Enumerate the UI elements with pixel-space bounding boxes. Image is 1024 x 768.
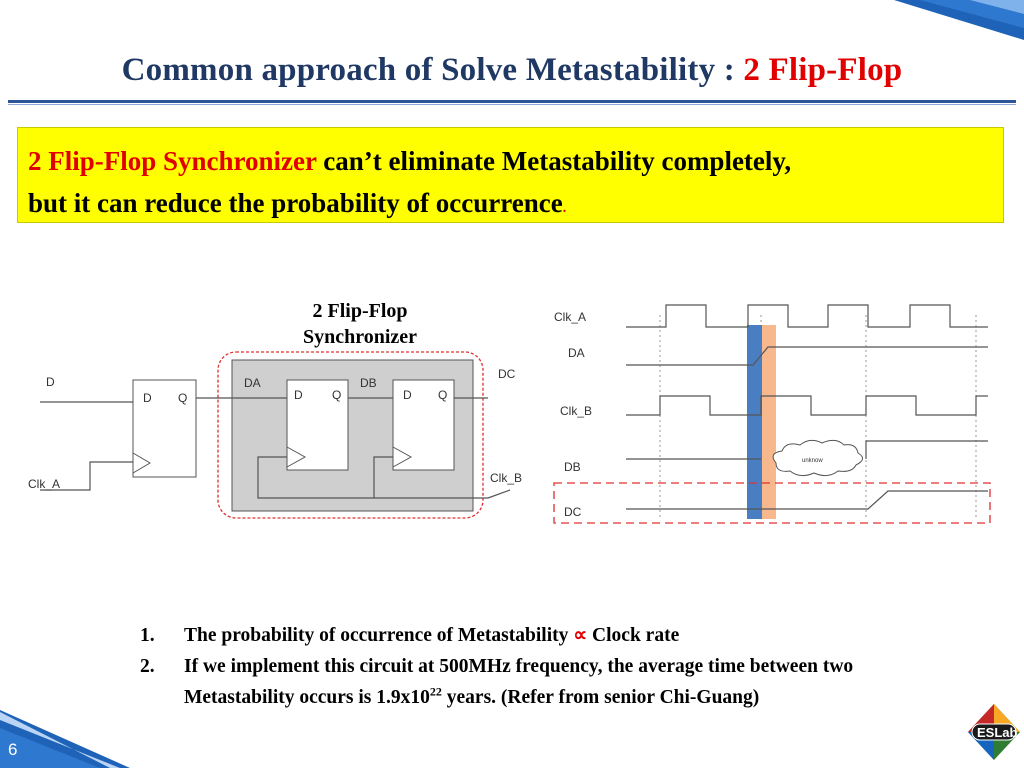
signal-dc-label: DC [498,367,516,381]
notes-list [140,620,940,713]
corner-decoration-top-right [880,0,1024,40]
eslab-logo [966,702,1022,764]
note-item-2 [140,651,940,713]
timing-db-label: DB [564,460,581,474]
unknown-label: unknow [802,458,823,464]
ff1-q-pin: Q [178,391,188,405]
ff2-q-pin: Q [332,388,342,402]
timing-dc-label: DC [564,505,582,519]
slide-title [0,52,1024,89]
note-text-end: Clock rate [587,625,680,646]
note-number: 1. [140,625,155,646]
timing-da-label: DA [568,346,585,360]
signal-clk-b-label: Clk_B [490,471,523,485]
title-main: Common approach of Solve Metastability : [121,52,744,88]
ff3-d-pin: D [403,388,412,402]
synchronizer-label-line1: 2 Flip-Flop [312,300,408,322]
wave-clk-b [626,396,988,415]
page-number: 6 [8,740,18,759]
ff1-d-pin: D [143,391,152,405]
corner-decoration-bottom-left [0,710,130,768]
timing-diagram [548,295,996,530]
synchronizer-label-line2: Synchronizer [302,326,418,348]
synchronizer-label [270,298,450,350]
metastable-window [747,325,762,519]
callout-line1: can’t eliminate Metastability completely, [316,146,792,176]
wave-dc [626,491,988,509]
timing-clk-b-label: Clk_B [560,404,593,418]
ff2-d-pin: D [294,388,303,402]
callout-line2: but it can reduce the probability of occurrence [28,188,563,218]
signal-db-label: DB [360,376,377,390]
proportional-symbol: ∝ [573,625,588,646]
signal-d-label: D [46,375,55,389]
note-text: The probability of occurrence of Metastability [184,625,574,646]
note-exponent: 22 [429,684,442,699]
title-underline [8,100,1016,103]
wave-clk-a [626,305,988,327]
synchronizer-circuit [20,350,540,520]
ff3-q-pin: Q [438,388,448,402]
signal-clk-a-label: Clk_A [28,477,61,491]
callout-period: . [562,201,567,216]
wave-da [626,347,988,365]
title-highlight: 2 Flip-Flop [743,52,903,88]
timing-clk-a-label: Clk_A [554,310,587,324]
note-text-end: years. (Refer from senior Chi-Guang) [441,687,760,708]
note-item-1 [140,620,940,651]
note-number: 2. [140,656,155,677]
title-underline-thin [8,104,1016,105]
callout-box [17,127,1004,223]
eslab-logo-text: ESLab [977,725,1018,740]
note-text: If we implement this circuit at 500MHz frequency, the average time between two Metastability occurs is 1.9x10 [184,656,854,708]
hold-window [762,325,776,519]
signal-da-label: DA [244,376,261,390]
callout-red-text: 2 Flip-Flop Synchronizer [28,146,317,176]
